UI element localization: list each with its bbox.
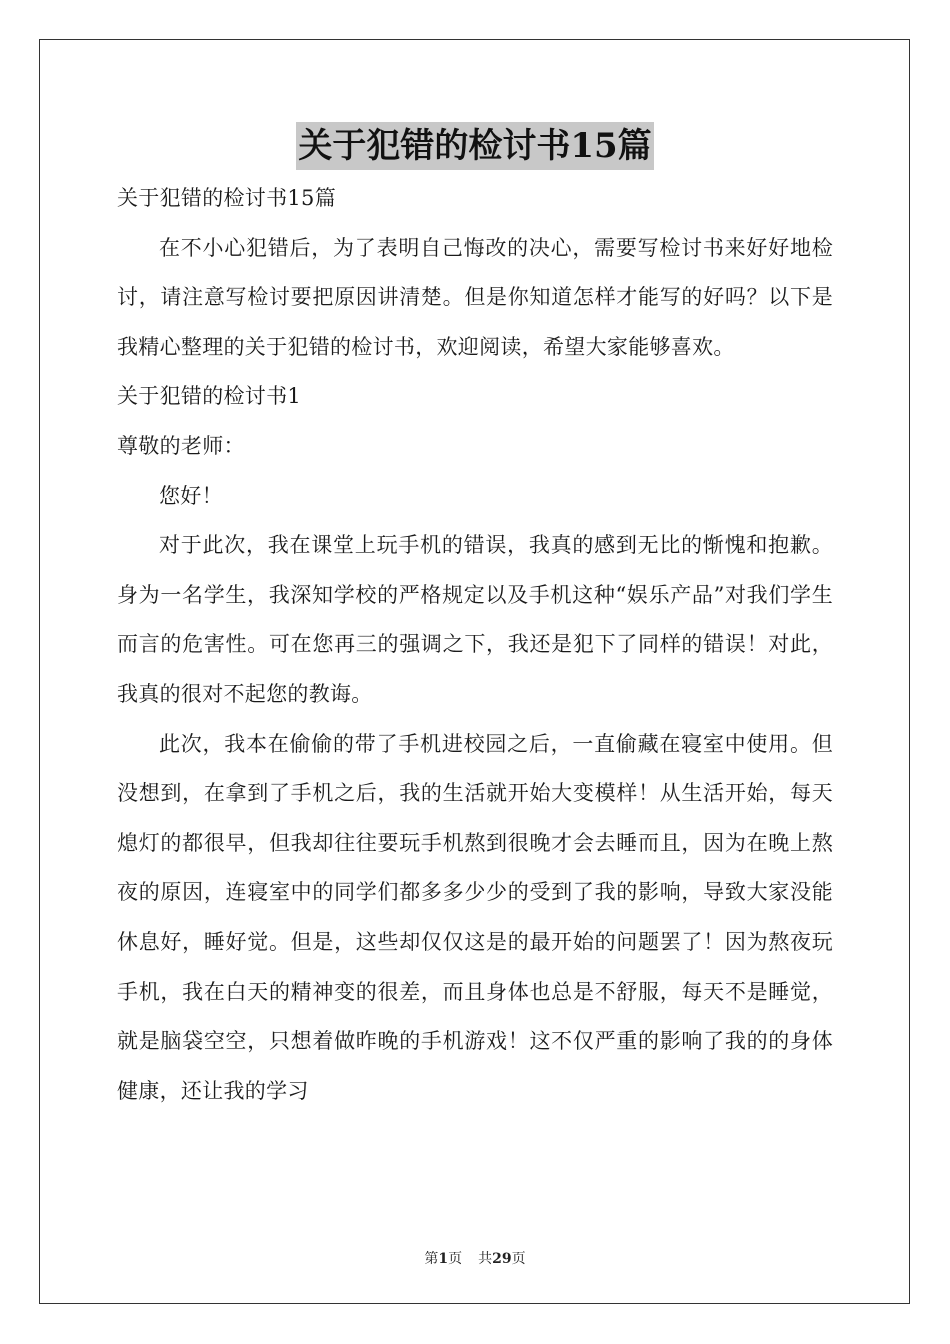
total-suffix: 页	[511, 1251, 526, 1267]
total-prefix: 共	[478, 1251, 493, 1267]
document-body	[117, 174, 833, 1116]
paragraph: 此次，我本在偷偷的带了手机进校园之后，一直偷藏在寝室中使用。但没想到，在拿到了手机之后，我的生活就开始大变模样！从生活开始，每天熄灯的都很早，但我却往往要玩手机熬到很晚才会去睡而且，因为在晚上熬夜的原因，连寝室中的同学们都多多少少的受到了我的影响，导致大家没能休息好，睡好觉。但是，这些却仅仅这是的最开始的问题罢了！因为熬夜玩手机，我在白天的精神变的很差，而且身体也总是不舒服，每天不是睡觉，就是脑袋空空，只想着做昨晚的手机游戏！这不仅严重的影响了我的的身体健康，还让我的学习	[117, 731, 833, 1103]
total-pages: 29	[492, 1251, 512, 1267]
paragraph: 在不小心犯错后，为了表明自己悔改的决心，需要写检讨书来好好地检讨，请注意写检讨要把原因讲清楚。但是你知道怎样才能写的好吗？以下是我精心整理的关于犯错的检讨书，欢迎阅读，希望大家能够喜欢。	[117, 235, 833, 359]
document-title: 关于犯错的检讨书15篇	[296, 122, 653, 170]
page-footer	[0, 1248, 950, 1268]
salutation: 尊敬的老师：	[117, 433, 245, 458]
page-prefix: 第	[424, 1251, 439, 1267]
page-suffix: 页	[448, 1251, 463, 1267]
section-heading: 关于犯错的检讨书1	[117, 384, 302, 409]
page-number: 1	[438, 1251, 449, 1267]
paragraph: 关于犯错的检讨书15篇	[117, 186, 337, 210]
title-container	[0, 122, 950, 170]
greeting: 您好！	[159, 483, 223, 508]
paragraph: 对于此次，我在课堂上玩手机的错误，我真的感到无比的惭愧和抱歉。身为一名学生，我深知学校的严格规定以及手机这种“娱乐产品”对我们学生而言的危害性。可在您再三的强调之下，我还是犯下了同样的错误！对此，我真的很对不起您的教诲。	[117, 533, 833, 706]
